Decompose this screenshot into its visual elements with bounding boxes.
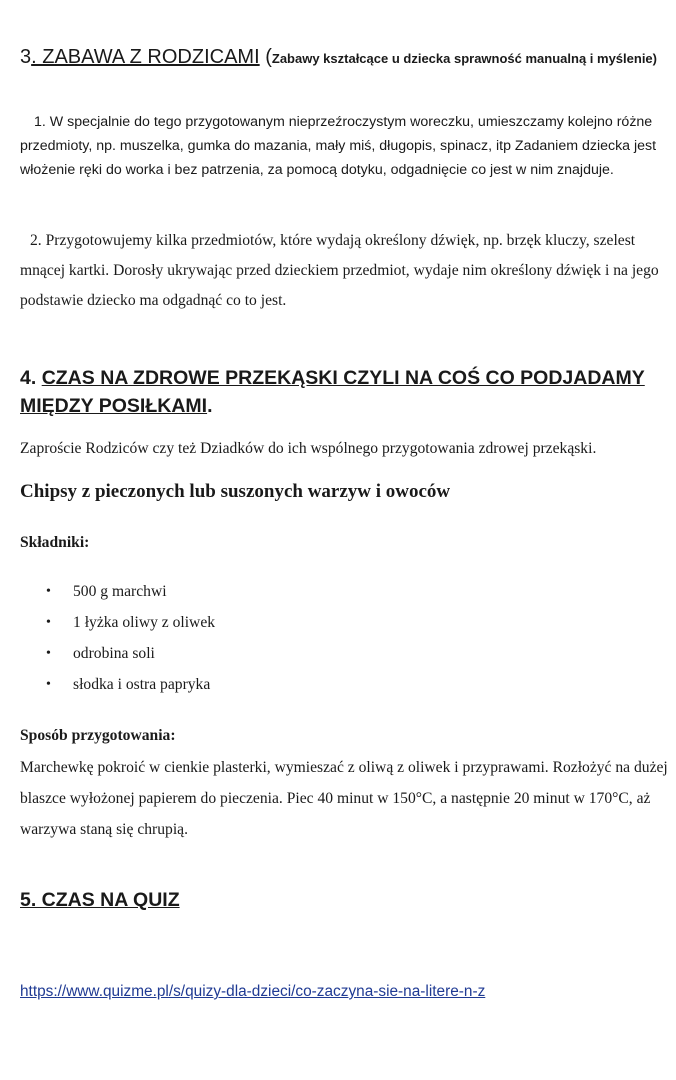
section-3-subtitle-open-paren: ( <box>259 46 272 68</box>
list-item <box>20 580 620 611</box>
section-3-subtitle-close-paren: ) <box>652 51 658 66</box>
section-3-title: . ZABAWA Z RODZICAMI <box>31 46 260 68</box>
bullet-icon: • <box>46 646 51 661</box>
method-label: Sposób przygotowania: <box>20 727 176 744</box>
recipe-title: Chipsy z pieczonych lub suszonych warzyw i owoców <box>20 481 451 502</box>
section-5-heading: 5. CZAS NA QUIZ <box>20 889 180 911</box>
section-3-heading <box>20 42 660 74</box>
ingredient-text: 1 łyżka oliwy z oliwek <box>73 614 216 631</box>
section-3-number: 3 <box>20 46 32 68</box>
section-4-title-end: . <box>207 395 213 417</box>
ingredients-list <box>20 580 620 704</box>
ingredient-text: odrobina soli <box>73 645 155 662</box>
section-4-intro: Zaproście Rodziców czy też Dziadków do ich wspólnego przygotowania zdrowej przekąski. <box>20 440 597 457</box>
bullet-icon: • <box>46 584 51 599</box>
section-4-number: 4. <box>20 367 42 389</box>
quiz-link[interactable]: https://www.quizme.pl/s/quizy-dla-dzieci/co-zaczyna-sie-na-litere-n-z <box>20 983 486 1000</box>
section-3-subtitle: Zabawy kształcące u dziecka sprawność manualną i myślenie <box>271 51 653 66</box>
list-item <box>20 642 620 673</box>
section-4-title: CZAS NA ZDROWE PRZEKĄSKI CZYLI NA COŚ CO PODJADAMY MIĘDZY POSIŁKAMI <box>20 367 645 417</box>
section-4-heading <box>20 364 660 420</box>
section-3-item-1: 1. W specjalnie do tego przygotowanym nieprzeźroczystym woreczku, umieszczamy kolejno różne przedmioty, np. muszelka, gumka do mazania, mały miś, długopis, spinacz, itp Zadaniem dziecka jest włożenie ręki do worka i bez patrzenia, za pomocą dotyku, odgadnięcie co jest w nim znajduje. <box>20 114 657 178</box>
ingredient-text: słodka i ostra papryka <box>73 676 211 693</box>
bullet-icon: • <box>46 615 51 630</box>
ingredient-text: 500 g marchwi <box>73 583 167 600</box>
ingredients-label: Składniki: <box>20 534 90 551</box>
method-text: Marchewkę pokroić w cienkie plasterki, wymieszać z oliwą z oliwek i przyprawami. Rozłożyć na dużej blaszce wyłożonej papierem do pieczenia. Piec 40 minut w 150°C, a następnie 20 minut w 170°C, aż warzywa staną się chrupią. <box>20 759 668 838</box>
list-item <box>20 611 620 642</box>
list-item <box>20 673 620 704</box>
section-3-item-2: 2. Przygotowujemy kilka przedmiotów, które wydają określony dźwięk, np. brzęk kluczy, szelest mnącej kartki. Dorosły ukrywając przed dzieckiem przedmiot, wydaje nim określony dźwięk i na jego podstawie dziecko ma odgadnąć co to jest. <box>20 232 659 309</box>
bullet-icon: • <box>46 677 51 692</box>
